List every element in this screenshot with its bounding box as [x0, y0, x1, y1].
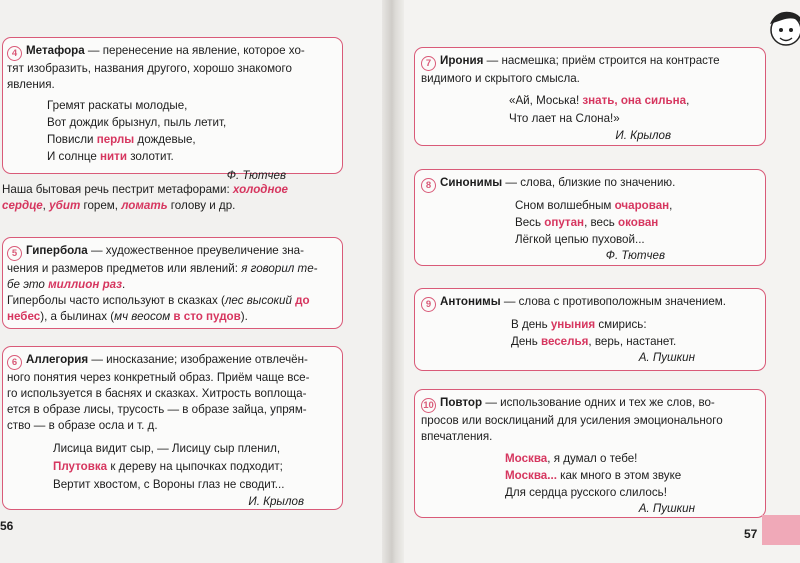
- card-repetition: 10 Повтор — использование одних и тех же слов, во- просов или восклицаний для усиления эмоционального впечатления. Москва, я думал о тебе! Москва... как много в этом звуке Для сердца русского слилось! А. Пушкин: [414, 389, 766, 518]
- card-allegory: 6 Аллегория — иносказание; изображение отвлечён- ного понятия через конкретный образ. Приём чаще все- го используется в баснях и сказках. Хитрость воплоща- ется в образе лисы, трусость — в образе зайца, упрям- ство — в образе осла и т. д. Лисица видит сыр, — Лисицу сыр пленил, Плутовка к дереву на цыпочках подходит; Вертит хвостом, с Вороны глаз не сводит... И. Крылов: [2, 346, 343, 510]
- item-number: 7: [421, 56, 436, 71]
- page-number-right: 57: [744, 527, 758, 541]
- term-title: Метафора: [26, 44, 85, 57]
- item-number: 6: [7, 355, 22, 370]
- term-title: Антонимы: [440, 295, 501, 308]
- cartoon-girl-icon: [760, 6, 800, 52]
- term-title: Гипербола: [26, 244, 88, 257]
- metaphor-verse: Гремят раскаты молодые, Вот дождик брызнул, пыль летит, Повисли перлы дождевые, И солнце нити золотит.: [47, 99, 227, 163]
- card-synonyms: 8 Синонимы — слова, близкие по значению. Сном волшебным очарован, Весь опутан, весь окован Лёгкой цепью пуховой... Ф. Тютчев: [414, 169, 766, 266]
- author: А. Пушкин: [638, 502, 695, 515]
- metaphor-definition: 4 Метафора — перенесение на явление, которое хо-: [7, 43, 336, 61]
- card-antonyms: 9 Антонимы — слова с противоположным значением. В день уныния смирись: День веселья, верь, настанет. А. Пушкин: [414, 288, 766, 371]
- author: И. Крылов: [248, 495, 304, 508]
- antonyms-verse: В день уныния смирись: День веселья, верь, настанет.: [511, 318, 677, 348]
- metaphor-note: Наша бытовая речь пестрит метафорами: холодное сердце, убит горем, ломать голову и др.: [2, 183, 288, 212]
- page-color-tab: [762, 515, 800, 545]
- author: Ф. Тютчев: [605, 249, 665, 262]
- repetition-verse: Москва, я думал о тебе! Москва... как много в этом звуке Для сердца русского слилось!: [505, 452, 682, 499]
- card-hyperbole: 5 Гипербола — художественное преувеличение зна- чения и размеров предметов или явлений: я говорил те- бе это миллион раз. Гиперболы часто используют в сказках (лес высокий до небес), а былинах (мч веосом в сто пудов).: [2, 237, 343, 329]
- synonyms-verse: Сном волшебным очарован, Весь опутан, весь окован Лёгкой цепью пуховой...: [515, 199, 673, 246]
- item-number: 10: [421, 398, 436, 413]
- book-gutter: [382, 0, 404, 563]
- term-title: Аллегория: [26, 353, 89, 366]
- allegory-verse: Лисица видит сыр, — Лисицу сыр пленил, Плутовка к дереву на цыпочках подходит; Вертит хвостом, с Вороны глаз не сводит...: [53, 442, 285, 491]
- term-title: Синонимы: [440, 176, 503, 189]
- author: И. Крылов: [615, 129, 671, 142]
- item-number: 4: [7, 46, 22, 61]
- item-number: 9: [421, 297, 436, 312]
- term-title: Повтор: [440, 396, 483, 409]
- item-number: 8: [421, 178, 436, 193]
- item-number: 5: [7, 246, 22, 261]
- page-number-left: 56: [0, 519, 14, 533]
- author: А. Пушкин: [638, 351, 695, 364]
- card-irony: 7 Ирония — насмешка; приём строится на контрасте видимого и скрытого смысла. «Ай, Моська! знать, она сильна, Что лает на Слона!» И. Крылов: [414, 47, 766, 146]
- card-metaphor: 4 Метафора — перенесение на явление, которое хо- тят изобразить, названия другого, хорошо знакомого явления. Гремят раскаты молодые, Вот дождик брызнул, пыль летит, Повисли перлы дождевые, И солнце нити золотит. Ф. Тютчев: [2, 37, 343, 174]
- author: Ф. Тютчев: [226, 169, 286, 182]
- irony-quote: «Ай, Моська! знать, она сильна, Что лает на Слона!»: [509, 94, 690, 125]
- term-title: Ирония: [440, 54, 484, 67]
